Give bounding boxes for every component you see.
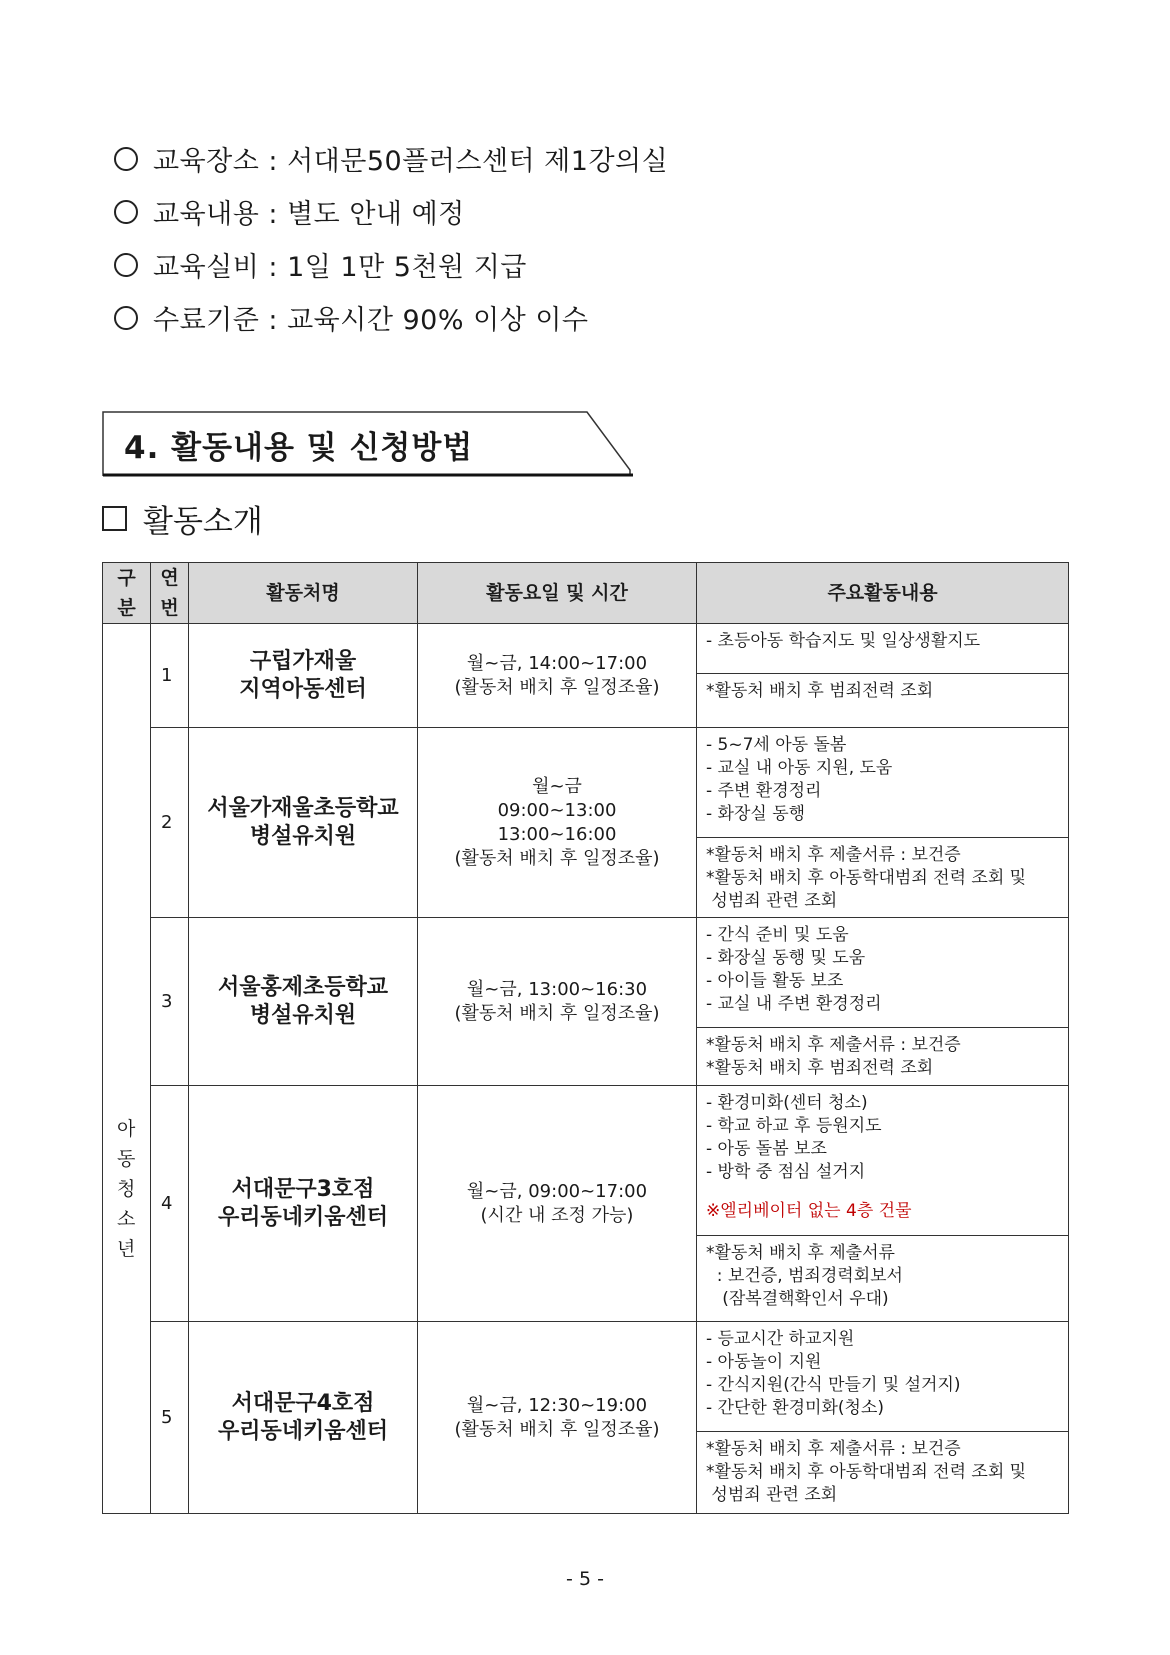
text-line: *활동처 배치 후 제출서류 : 보건증 <box>706 1439 961 1459</box>
place-name <box>189 728 418 918</box>
page-number: - 5 - <box>566 1568 604 1590</box>
text-line: 성범죄 관련 조회 <box>706 891 838 911</box>
main-activities <box>697 918 1069 1028</box>
text-line: (활동처 배치 후 일정조율) <box>454 1418 660 1440</box>
text-line: 월~금, 13:00~16:30 <box>466 978 648 1000</box>
text-line: *활동처 배치 후 아동학대범죄 전력 조회 및 <box>706 868 1027 888</box>
text-line: - 5~7세 아동 돌봄 <box>706 735 847 755</box>
text-line: *활동처 배치 후 범죄전력 조회 <box>706 681 934 701</box>
info-item: 교육실비 : 1일 1만 5천원 지급 <box>114 238 668 291</box>
text-line: - 교실 내 주변 환경정리 <box>706 994 882 1014</box>
main-activities <box>697 728 1069 838</box>
circle-bullet-icon <box>114 306 138 330</box>
requirement-notes <box>697 1028 1069 1086</box>
text-line: 병설유치원 <box>249 1002 357 1028</box>
sub-heading <box>102 496 263 541</box>
text-line: *활동처 배치 후 제출서류 : 보건증 <box>706 845 961 865</box>
place-name <box>189 918 418 1086</box>
info-item: 수료기준 : 교육시간 90% 이상 이수 <box>114 291 668 344</box>
text-line: (활동처 배치 후 일정조율) <box>454 847 660 869</box>
text-line: (활동처 배치 후 일정조율) <box>454 1002 660 1024</box>
text-line: 월~금, 14:00~17:00 <box>466 652 648 674</box>
text-line: (잠복결핵확인서 우대) <box>706 1289 889 1309</box>
place-name <box>189 1322 418 1514</box>
text-line: - 학교 하교 후 등원지도 <box>706 1116 882 1136</box>
main-activities <box>697 1086 1069 1236</box>
circle-bullet-icon <box>114 200 138 224</box>
header-time: 활동요일 및 시간 <box>418 563 697 624</box>
table-row <box>103 728 1069 838</box>
education-info-list <box>114 132 668 344</box>
text-line: - 아동놀이 지원 <box>706 1352 822 1372</box>
text-line: *활동처 배치 후 제출서류 : 보건증 <box>706 1035 961 1055</box>
text-line: 우리동네키움센터 <box>217 1204 389 1230</box>
sub-title: 활동소개 <box>143 504 263 540</box>
table-row <box>103 624 1069 674</box>
text-line: - 주변 환경정리 <box>706 781 822 801</box>
text-line: 서대문구3호점 <box>231 1176 375 1202</box>
text-line: - 등교시간 하교지원 <box>706 1329 855 1349</box>
requirement-notes <box>697 674 1069 728</box>
text-line: 병설유치원 <box>249 823 357 849</box>
text-line: 성범죄 관련 조회 <box>706 1485 838 1505</box>
header-category: 구분 <box>103 563 151 624</box>
text-line: 서울가재울초등학교 <box>207 795 399 821</box>
schedule <box>418 1086 697 1322</box>
text-line: : 보건증, 범죄경력회보서 <box>706 1266 903 1286</box>
text-line: - 화장실 동행 및 도움 <box>706 948 866 968</box>
text-line: 서대문구4호점 <box>231 1390 375 1416</box>
text-line: - 화장실 동행 <box>706 804 806 824</box>
main-activities <box>697 1322 1069 1432</box>
requirement-notes <box>697 838 1069 918</box>
category-label: 아동청소년 <box>117 1117 136 1260</box>
circle-bullet-icon <box>114 253 138 277</box>
table-row <box>103 918 1069 1028</box>
schedule <box>418 728 697 918</box>
text-line: - 환경미화(센터 청소) <box>706 1093 868 1113</box>
place-name <box>189 1086 418 1322</box>
text-line: 월~금 <box>532 775 582 797</box>
table-row <box>103 1322 1069 1432</box>
text-line: 월~금, 12:30~19:00 <box>466 1394 648 1416</box>
activity-table <box>102 562 1069 1514</box>
schedule <box>418 624 697 728</box>
row-number: 2 <box>151 728 189 918</box>
text-line: - 간식 준비 및 도움 <box>706 925 849 945</box>
text-line: 월~금, 09:00~17:00 <box>466 1180 648 1202</box>
header-place: 활동처명 <box>189 563 418 624</box>
text-line: - 간단한 환경미화(청소) <box>706 1398 885 1418</box>
text-line: - 아동 돌봄 보조 <box>706 1139 827 1159</box>
text-line: - 간식지원(간식 만들기 및 설거지) <box>706 1375 961 1395</box>
table-row <box>103 1086 1069 1236</box>
text-line: 지역아동센터 <box>239 676 367 702</box>
row-number: 4 <box>151 1086 189 1322</box>
text-line: 구립가재울 <box>249 648 357 674</box>
text-line: - 방학 중 점심 설거지 <box>706 1162 866 1182</box>
schedule <box>418 918 697 1086</box>
text-line: 13:00~16:00 <box>497 823 617 845</box>
info-item: 교육내용 : 별도 안내 예정 <box>114 185 668 238</box>
text-line: 09:00~13:00 <box>497 799 617 821</box>
text-line: 우리동네키움센터 <box>217 1418 389 1444</box>
requirement-notes <box>697 1432 1069 1514</box>
header-content: 주요활동내용 <box>697 563 1069 624</box>
square-bullet-icon <box>102 506 127 531</box>
header-number: 연번 <box>151 563 189 624</box>
section-title: 4. 활동내용 및 신청방법 <box>124 430 474 466</box>
text-line: - 초등아동 학습지도 및 일상생활지도 <box>706 631 981 651</box>
circle-bullet-icon <box>114 147 138 171</box>
text-line: - 교실 내 아동 지원, 도움 <box>706 758 893 778</box>
text-line: *활동처 배치 후 범죄전력 조회 <box>706 1058 934 1078</box>
text-line: *활동처 배치 후 아동학대범죄 전력 조회 및 <box>706 1462 1027 1482</box>
place-name <box>189 624 418 728</box>
row-number: 1 <box>151 624 189 728</box>
text-line: 서울홍제초등학교 <box>217 974 389 1000</box>
table-header-row <box>103 563 1069 624</box>
main-activities <box>697 624 1069 674</box>
warning-note: ※엘리베이터 없는 4층 건물 <box>706 1201 912 1221</box>
info-item: 교육장소 : 서대문50플러스센터 제1강의실 <box>114 132 668 185</box>
category-cell <box>103 624 151 1514</box>
text-line: - 아이들 활동 보조 <box>706 971 844 991</box>
section-heading <box>102 410 634 478</box>
schedule <box>418 1322 697 1514</box>
text-line: (활동처 배치 후 일정조율) <box>454 676 660 698</box>
row-number: 3 <box>151 918 189 1086</box>
row-number: 5 <box>151 1322 189 1514</box>
text-line: (시간 내 조정 가능) <box>480 1204 634 1226</box>
requirement-notes <box>697 1236 1069 1322</box>
text-line: *활동처 배치 후 제출서류 <box>706 1243 895 1263</box>
